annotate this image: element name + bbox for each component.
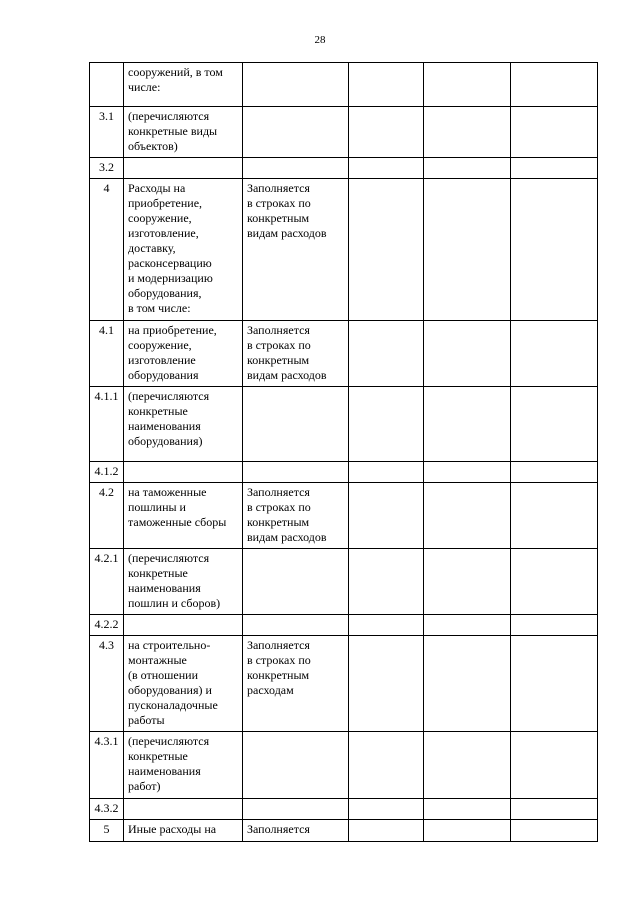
fill-note-cell	[243, 799, 349, 820]
table-row	[90, 483, 598, 549]
table-row	[90, 820, 598, 842]
empty-cell	[424, 732, 511, 799]
row-number-cell: 3.2	[90, 158, 124, 179]
empty-cell	[349, 462, 424, 483]
empty-cell	[424, 636, 511, 732]
empty-cell	[511, 63, 598, 107]
fill-note-cell	[243, 732, 349, 799]
empty-cell	[424, 615, 511, 636]
expense-name-cell: на приобретение, сооружение, изготовление оборудования	[124, 321, 243, 387]
empty-cell	[511, 732, 598, 799]
empty-cell	[511, 799, 598, 820]
row-number-cell: 4.1.1	[90, 387, 124, 462]
empty-cell	[424, 462, 511, 483]
fill-note-cell	[243, 63, 349, 107]
empty-cell	[349, 387, 424, 462]
row-number-cell: 4.2.1	[90, 549, 124, 615]
expense-name-cell: (перечисляются конкретные наименования оборудования)	[124, 387, 243, 462]
empty-cell	[349, 732, 424, 799]
table-body	[90, 63, 598, 842]
table-row	[90, 615, 598, 636]
empty-cell	[349, 321, 424, 387]
fill-note-cell	[243, 549, 349, 615]
empty-cell	[511, 483, 598, 549]
empty-cell	[349, 615, 424, 636]
empty-cell	[424, 321, 511, 387]
row-number-cell: 5	[90, 820, 124, 842]
fill-note-cell	[243, 615, 349, 636]
expense-name-cell: сооружений, в том числе:	[124, 63, 243, 107]
table-row	[90, 462, 598, 483]
empty-cell	[349, 63, 424, 107]
expense-name-cell: Иные расходы на	[124, 820, 243, 842]
row-number-cell	[90, 63, 124, 107]
expenses-table	[89, 62, 598, 842]
expense-name-cell	[124, 462, 243, 483]
empty-cell	[511, 179, 598, 321]
expense-name-cell: Расходы на приобретение, сооружение, изготовление, доставку, расконсервацию и модернизацию оборудования, в том числе:	[124, 179, 243, 321]
fill-note-cell	[243, 387, 349, 462]
empty-cell	[424, 483, 511, 549]
empty-cell	[424, 799, 511, 820]
table-row	[90, 63, 598, 107]
empty-cell	[349, 483, 424, 549]
empty-cell	[511, 820, 598, 842]
table-row	[90, 107, 598, 158]
empty-cell	[511, 636, 598, 732]
empty-cell	[424, 179, 511, 321]
empty-cell	[424, 158, 511, 179]
table-row	[90, 549, 598, 615]
table-row	[90, 799, 598, 820]
empty-cell	[349, 158, 424, 179]
expense-name-cell	[124, 615, 243, 636]
table-row	[90, 636, 598, 732]
row-number-cell: 4.2	[90, 483, 124, 549]
table-row	[90, 179, 598, 321]
table-row	[90, 321, 598, 387]
empty-cell	[424, 549, 511, 615]
page-number: 28	[314, 34, 326, 46]
fill-note-cell	[243, 107, 349, 158]
row-number-cell: 4.2.2	[90, 615, 124, 636]
empty-cell	[424, 387, 511, 462]
expense-name-cell: на таможенные пошлины и таможенные сборы	[124, 483, 243, 549]
empty-cell	[349, 107, 424, 158]
empty-cell	[424, 820, 511, 842]
expense-name-cell	[124, 799, 243, 820]
expense-name-cell: (перечисляются конкретные наименования пошлин и сборов)	[124, 549, 243, 615]
empty-cell	[349, 549, 424, 615]
empty-cell	[349, 636, 424, 732]
fill-note-cell: Заполняется	[243, 820, 349, 842]
empty-cell	[511, 615, 598, 636]
expense-name-cell: на строительно- монтажные (в отношении оборудования) и пусконаладочные работы	[124, 636, 243, 732]
row-number-cell: 4.1	[90, 321, 124, 387]
empty-cell	[511, 158, 598, 179]
expense-name-cell: (перечисляются конкретные виды объектов)	[124, 107, 243, 158]
row-number-cell: 4	[90, 179, 124, 321]
fill-note-cell: Заполняется в строках по конкретным видам расходов	[243, 179, 349, 321]
row-number-cell: 4.1.2	[90, 462, 124, 483]
empty-cell	[349, 799, 424, 820]
expense-name-cell	[124, 158, 243, 179]
expense-name-cell: (перечисляются конкретные наименования работ)	[124, 732, 243, 799]
empty-cell	[511, 107, 598, 158]
empty-cell	[511, 387, 598, 462]
fill-note-cell	[243, 462, 349, 483]
table-row	[90, 732, 598, 799]
row-number-cell: 4.3.1	[90, 732, 124, 799]
row-number-cell: 4.3.2	[90, 799, 124, 820]
empty-cell	[349, 820, 424, 842]
empty-cell	[424, 107, 511, 158]
fill-note-cell: Заполняется в строках по конкретным видам расходов	[243, 321, 349, 387]
table-row	[90, 387, 598, 462]
empty-cell	[511, 321, 598, 387]
fill-note-cell: Заполняется в строках по конкретным видам расходов	[243, 483, 349, 549]
row-number-cell: 4.3	[90, 636, 124, 732]
row-number-cell: 3.1	[90, 107, 124, 158]
table-row	[90, 158, 598, 179]
fill-note-cell: Заполняется в строках по конкретным расходам	[243, 636, 349, 732]
empty-cell	[511, 462, 598, 483]
empty-cell	[349, 179, 424, 321]
fill-note-cell	[243, 158, 349, 179]
empty-cell	[424, 63, 511, 107]
empty-cell	[511, 549, 598, 615]
